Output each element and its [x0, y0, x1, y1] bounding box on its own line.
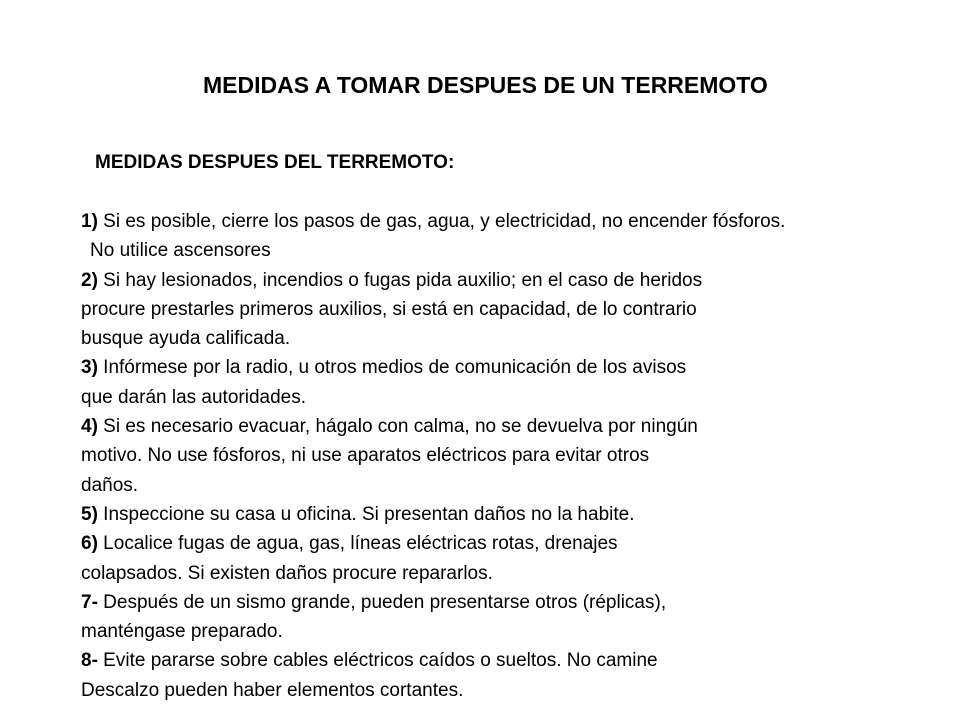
- instruction-line: [81, 207, 960, 236]
- item-text: manténgase preparado.: [81, 621, 283, 643]
- item-number: 7-: [81, 591, 98, 613]
- item-text: Si hay lesionados, incendios o fugas pida auxilio; en el caso de heridos: [97, 269, 703, 291]
- item-number: 5): [81, 503, 98, 525]
- instruction-line: [81, 383, 960, 412]
- instruction-line: [81, 471, 960, 500]
- section-heading: MEDIDAS DESPUES DEL TERREMOTO:: [95, 152, 455, 173]
- item-number: 6): [81, 533, 98, 555]
- instruction-line: [81, 588, 960, 617]
- instruction-line: [81, 266, 960, 295]
- item-text: Si es necesario evacuar, hágalo con calma, no se devuelva por ningún: [97, 416, 698, 438]
- item-text: procure prestarles primeros auxilios, si está en capacidad, de lo contrario: [81, 298, 697, 320]
- item-text: Localice fugas de agua, gas, líneas eléctricas rotas, drenajes: [97, 533, 618, 555]
- instruction-line: [81, 353, 960, 382]
- item-text: que darán las autoridades.: [81, 386, 306, 408]
- instruction-line: [81, 412, 960, 441]
- item-number: 3): [81, 357, 98, 379]
- item-text: Después de un sismo grande, pueden presentarse otros (réplicas),: [97, 591, 667, 613]
- instruction-line: [81, 295, 960, 324]
- instruction-line: [81, 236, 960, 265]
- instructions-list: [81, 207, 960, 705]
- item-text: daños.: [81, 474, 139, 496]
- item-text: Si es posible, cierre los pasos de gas, agua, y electricidad, no encender fósforos.: [97, 211, 786, 232]
- item-text: No utilice ascensores: [90, 240, 271, 262]
- item-number: 1): [81, 211, 98, 232]
- item-text: Descalzo pueden haber elementos cortantes.: [81, 679, 464, 701]
- instruction-line: [81, 441, 960, 470]
- instruction-line: [81, 529, 960, 558]
- instruction-line: [81, 500, 960, 529]
- instruction-line: [81, 559, 960, 588]
- item-text: motivo. No use fósforos, ni use aparatos eléctricos para evitar otros: [81, 445, 650, 467]
- item-number: 8-: [81, 650, 98, 672]
- item-number: 4): [81, 416, 98, 438]
- page-title: MEDIDAS A TOMAR DESPUES DE UN TERREMOTO: [203, 72, 768, 98]
- item-text: Infórmese por la radio, u otros medios de comunicación de los avisos: [97, 357, 687, 379]
- item-text: Inspeccione su casa u oficina. Si presentan daños no la habite.: [97, 503, 635, 525]
- instruction-line: [81, 617, 960, 646]
- instruction-line: [81, 676, 960, 705]
- item-text: busque ayuda calificada.: [81, 328, 291, 350]
- item-text: colapsados. Si existen daños procure repararlos.: [81, 562, 493, 584]
- instruction-line: [81, 324, 960, 353]
- item-number: 2): [81, 269, 98, 291]
- instruction-line: [81, 646, 960, 675]
- item-text: Evite pararse sobre cables eléctricos caídos o sueltos. No camine: [97, 650, 658, 672]
